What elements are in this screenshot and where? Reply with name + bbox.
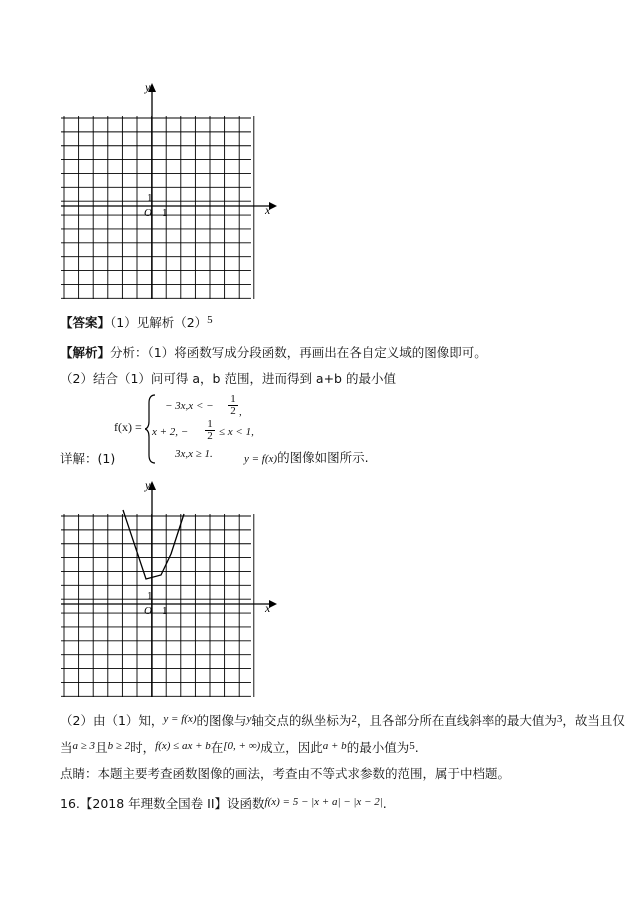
math: a ≥ 3 bbox=[72, 740, 96, 752]
piecewise-lhs: f(x) = bbox=[114, 420, 142, 434]
grid-lines bbox=[61, 514, 254, 697]
part2-line-2 bbox=[60, 738, 419, 756]
text: 时， bbox=[130, 740, 156, 755]
y-axis-label: y bbox=[145, 478, 151, 492]
case1-num: 1 bbox=[230, 393, 236, 405]
part2-line-1 bbox=[60, 711, 625, 729]
text: 成立，因此 bbox=[260, 740, 323, 755]
math: 2 bbox=[351, 713, 357, 725]
analysis-tag: 【解析】 bbox=[60, 345, 111, 360]
case1-den: 2 bbox=[228, 405, 238, 417]
text: 在 bbox=[210, 740, 224, 755]
case1-expr: − 3x,x < − bbox=[165, 400, 214, 412]
answer-line bbox=[60, 313, 213, 331]
math: 3 bbox=[556, 713, 563, 725]
math: b ≥ 2 bbox=[107, 740, 131, 752]
text: 的最小值为 bbox=[346, 740, 410, 755]
math: [0, + ∞) bbox=[223, 740, 261, 752]
text: （2）由（1）知， bbox=[60, 713, 164, 728]
coordinate-grid-1 bbox=[55, 80, 280, 305]
text: ，故当且仅 bbox=[562, 713, 625, 728]
function-graph bbox=[123, 510, 184, 579]
text: 的图像与 bbox=[196, 713, 247, 728]
text: . bbox=[382, 796, 387, 811]
math: f(x) = 5 − |x + a| − |x − 2| bbox=[264, 796, 383, 808]
analysis-line-2 bbox=[60, 369, 396, 387]
origin-label: O bbox=[144, 605, 152, 617]
origin-label: O bbox=[144, 207, 152, 219]
y-axis-label: y bbox=[145, 80, 151, 94]
text: 且 bbox=[95, 740, 108, 755]
question-16 bbox=[60, 794, 387, 812]
case1-fraction bbox=[228, 394, 238, 417]
analysis-text-2: （2）结合（1）问可得 a，b 范围，进而得到 a+b 的最小值 bbox=[60, 371, 396, 386]
detail-graph-text bbox=[244, 448, 369, 466]
text: . bbox=[414, 740, 419, 755]
x-axis-label: x bbox=[265, 601, 271, 615]
case2-den: 2 bbox=[205, 430, 215, 442]
piecewise-case-1 bbox=[165, 400, 214, 412]
case2-num: 1 bbox=[207, 418, 213, 430]
comment-line: 点睛：本题主要考查函数图像的画法，考查由不等式求参数的范围，属于中档题。 bbox=[60, 766, 511, 781]
answer-tag: 【答案】 bbox=[60, 315, 111, 330]
text: ，且各部分所在直线斜率的最大值为 bbox=[356, 713, 557, 728]
math: f(x) ≤ ax + b bbox=[155, 740, 211, 752]
case1-tail: , bbox=[239, 406, 242, 418]
analysis-text-1: 分析：（1）将函数写成分段函数，再画出在各自定义域的图像即可。 bbox=[110, 345, 487, 360]
answer-value: 5 bbox=[207, 314, 213, 326]
y-unit-label: 1 bbox=[147, 192, 153, 204]
detail-graph-caption: 的图像如图所示. bbox=[277, 450, 369, 465]
math: y = f(x) bbox=[163, 713, 197, 725]
coordinate-grid-2 bbox=[55, 478, 280, 703]
analysis-line-1 bbox=[60, 343, 487, 361]
text: 轴交点的纵坐标为 bbox=[251, 713, 352, 728]
case3: 3x,x ≥ 1. bbox=[175, 448, 213, 460]
detail-graph-expr: y = f(x) bbox=[244, 453, 278, 465]
y-unit-label: 1 bbox=[147, 590, 153, 602]
x-unit-label: 1 bbox=[162, 605, 168, 617]
detail-label: 详解：(1) bbox=[60, 451, 116, 466]
x-unit-label: 1 bbox=[162, 207, 168, 219]
math: 5 bbox=[409, 740, 415, 752]
text: 当 bbox=[60, 740, 73, 755]
case2-fraction bbox=[205, 419, 215, 442]
math: y bbox=[246, 713, 252, 725]
case2-tail: ≤ x < 1, bbox=[219, 426, 254, 438]
x-axis-label: x bbox=[265, 203, 271, 217]
case2-expr: x + 2, − bbox=[152, 426, 189, 438]
text: 16.【2018 年理数全国卷 II】设函数 bbox=[60, 796, 265, 811]
math: a + b bbox=[322, 740, 347, 752]
grid-lines bbox=[61, 116, 254, 299]
answer-text: （1）见解析（2） bbox=[110, 315, 208, 330]
